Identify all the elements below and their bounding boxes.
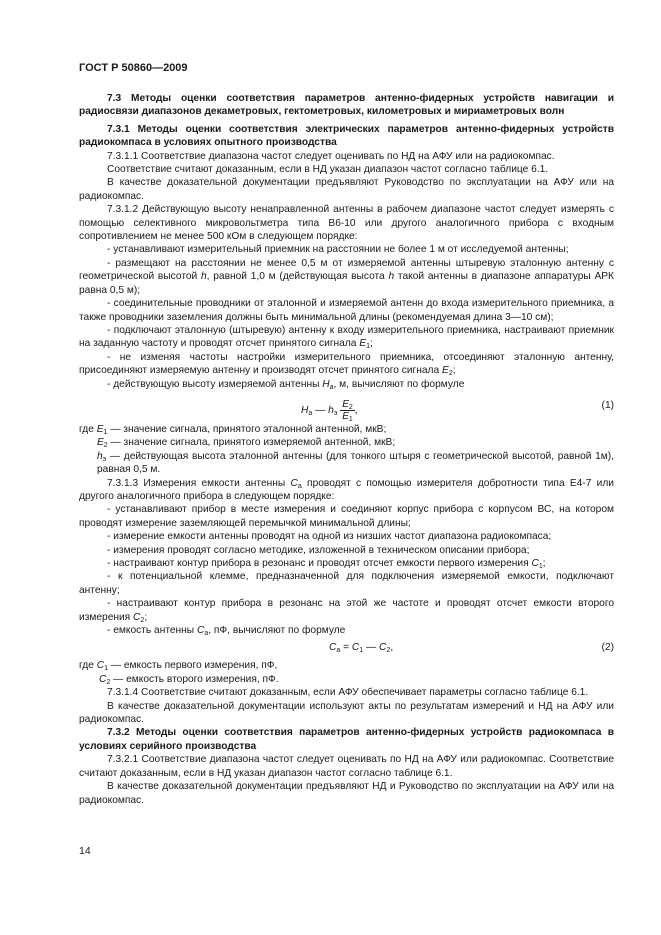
paragraph-7-3-1-4: 7.3.1.4 Соответствие считают доказанным, если АФУ обеспечивает параметры согласно таблице 6.1. — [107, 687, 589, 699]
paragraph-7-3-2-1: 7.3.2.1 Соответствие диапазона частот следует оценивать по НД на АФУ или радиокомпас. Соответствие считают доказанным, если в НД указан диапазон частот согласно таблице 6.1. — [79, 754, 614, 779]
list-item: - емкость антенны $C_а$, пФ, вычисляют по формуле — [107, 625, 346, 638]
formula-expression: $H_а$ — $h_э$ $\frac{E_2}{E_1}$ , — [301, 398, 358, 423]
list-item: - не изменяя частоты настройки измерительного приемника, отсоединяют эталонную антенну, присоединяют измеряемую антенну и производят отсчет принятого сигнала $E_2$; — [79, 351, 614, 378]
list-item: - размещают на расстоянии не менее 0,5 м от измеряемой антенны штыревую эталонную антенну с геометрической высотой h, равной 1,0 м (действующая высота h такой антенны в диапазоне аппаратуры АРК равна 0,5 м); — [79, 257, 614, 296]
formula-1 — [79, 391, 614, 423]
list-item: - устанавливают измерительный приемник на расстоянии не более 1 м от исследуемой антенны; — [107, 244, 569, 256]
list-item: - измерение емкости антенны проводят на одной из низших частот диапазона радиокомпаса; — [107, 531, 552, 543]
list-item: - подключают эталонную (штыревую) антенну к входу измерительного приемника, настраивают приемник на заданную частоту и проводят отсчет принятого сигнала $E_1$; — [79, 324, 614, 351]
list-item: - к потенциальной клемме, предназначенной для подключения измеряемой емкости, подключают антенну; — [79, 571, 614, 596]
document-body — [79, 92, 614, 807]
list-item: - действующую высоту измеряемой антенны $H_а$, м, вычисляют по формуле — [107, 378, 465, 391]
formula-number: (2) — [601, 642, 614, 654]
paragraph: В качестве доказательной документации предъявляют Руководство по эксплуатации на АФУ или на радиокомпас. — [79, 177, 614, 202]
list-item: - измерения проводят согласно методике, изложенной в техническом описании прибора; — [107, 544, 530, 556]
fraction: $\frac{E_2}{E_1}$ — [342, 398, 353, 423]
paragraph-7-3-1-2: 7.3.1.2 Действующую высоту ненаправленной антенны в рабочем диапазоне частот следует измерять с помощью селективного микровольтметра типа В6-10 или другого аналогичного прибора с входным сопротивлением не менее 500 кОм в следующем порядке: — [79, 204, 614, 243]
section-7-3-2-heading: 7.3.2 Методы оценки соответствия параметров антенно-фидерных устройств радиокомпаса в условиях серийного производства — [79, 727, 614, 752]
formula-2 — [79, 637, 614, 659]
section-7-3-heading: 7.3 Методы оценки соответствия параметров антенно-фидерных устройств навигации и радиосвязи диапазонов декаметровых, гектометровых, километровых и мириаметровых волн — [79, 93, 614, 118]
list-item: - устанавливают прибор в месте измерения и соединяют корпус прибора с корпусом ВС, на котором проводят измерение заземляющей перемычкой минимальной длины; — [79, 504, 614, 529]
paragraph-7-3-1-1: 7.3.1.1 Соответствие диапазона частот следует оценивать по НД на АФУ или на радиокомпас. — [107, 150, 555, 162]
list-item: - настраивают контур прибора в резонанс и проводят отсчет емкости первого измерения $C_1$; — [107, 558, 546, 570]
definition: где $C_1$ — емкость первого измерения, пФ, — [79, 660, 278, 673]
paragraph: В качестве доказательной документации предъявляют НД и Руководство по эксплуатации на АФУ или на радиокомпас. — [79, 781, 614, 806]
formula-expression: $C_а = C_1$ — $C_2$, — [329, 642, 394, 655]
definition: $E_2$ — значение сигнала, принятого измеряемой антенной, мкВ; — [97, 437, 396, 450]
section-7-3-1-heading: 7.3.1 Методы оценки соответствия электрических параметров антенно-фидерных устройств радиокомпаса в условиях опытного производства — [79, 123, 614, 149]
list-item: - настраивают контур прибора в резонанс на этой же частоте и проводят отсчет емкости второго измерения $C_2$; — [79, 598, 614, 624]
document-header: ГОСТ Р 50860—2009 — [79, 62, 188, 74]
definition: $h_э$ — действующая высота эталонной антенны (для тонкого штыря с геометрической высотой, равной 1м), равная 0,5 м. — [97, 450, 614, 476]
paragraph-7-3-1-3: 7.3.1.3 Измерения емкости антенны $C_а$ проводят с помощью измерителя добротности типа Е4-7 или другого аналогичного прибора в следующем порядке: — [79, 477, 614, 502]
definition: $C_2$ — емкость второго измерения, пФ. — [99, 673, 279, 686]
paragraph: В качестве доказательной документации используют акты по результатам измерений и НД на АФУ или радиокомпас. — [79, 700, 614, 726]
formula-number: (1) — [601, 399, 614, 411]
definition: где $E_1$ — значение сигнала, принятого эталонной антенной, мкВ; — [79, 423, 387, 436]
page-number: 14 — [79, 845, 91, 857]
paragraph: Соответствие считают доказанным, если в НД указан диапазон частот согласно таблице 6.1. — [107, 164, 549, 176]
list-item: - соединительные проводники от эталонной и измеряемой антенн до входа измерительного приемника, а также проводники заземления должны быть минимальной длины (рекомендуемая длина 3—10 см); — [79, 298, 614, 323]
